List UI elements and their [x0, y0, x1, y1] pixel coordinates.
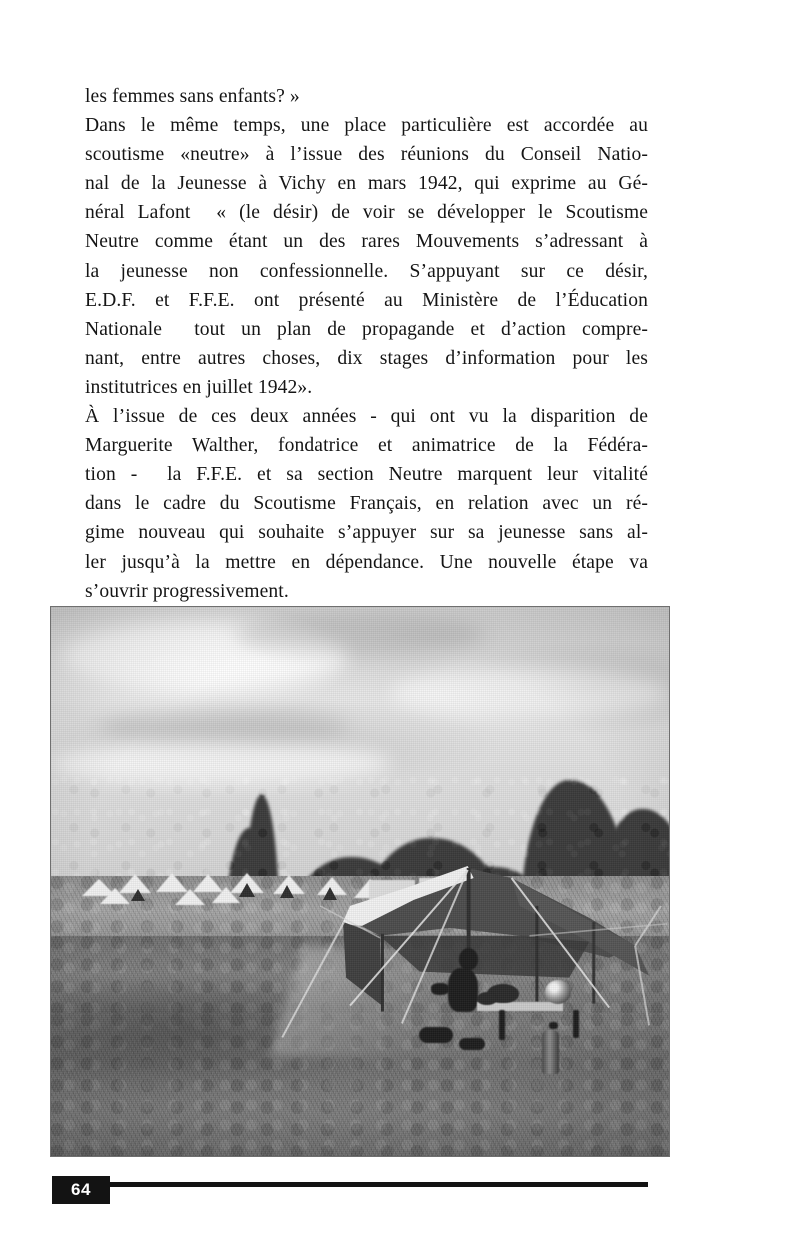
- text-line: Neutre comme étant un des rares Mouvements s’adressant à: [85, 231, 648, 253]
- awning-shelter: [51, 607, 669, 1156]
- equipment-bundle: [459, 1038, 485, 1050]
- paragraph: [85, 82, 648, 111]
- text-line: À l’issue de ces deux années - qui ont vu la disparition de: [85, 406, 648, 428]
- body-text: [85, 82, 648, 606]
- tent-pole: [535, 906, 538, 1002]
- equipment-bundle: [419, 1027, 453, 1043]
- text-line: tion - la F.F.E. et sa section Neutre marquent leur vitalité: [85, 464, 648, 486]
- page-number: 64: [71, 1180, 91, 1199]
- footer-rule: [110, 1182, 648, 1187]
- table-leg: [499, 1010, 505, 1040]
- guy-line: [282, 922, 344, 1038]
- text-line: Marguerite Walther, fondatrice et animatrice de la Fédéra-: [85, 435, 648, 457]
- text-line: s’ouvrir progressivement.: [85, 580, 289, 602]
- tent-pole: [381, 934, 384, 1012]
- text-line: la jeunesse non confessionnelle. S’appuyant sur ce désir,: [85, 260, 648, 282]
- text-line: E.D.F. et F.F.E. ont présenté au Ministère de l’Éducation: [85, 289, 648, 311]
- tent-pole: [592, 922, 595, 1004]
- page-number-badge: [52, 1176, 110, 1204]
- text-line: ler jusqu’à la mettre en dépendance. Une nouvelle étape va: [85, 551, 648, 573]
- photograph: [50, 606, 670, 1157]
- table-leg: [573, 1010, 579, 1038]
- gas-cylinder-cap: [549, 1022, 558, 1029]
- text-line: gime nouveau qui souhaite s’appuyer sur sa jeunesse sans al-: [85, 522, 648, 544]
- paragraph: [85, 111, 648, 402]
- person-head: [459, 948, 478, 970]
- person-arm: [431, 983, 449, 995]
- text-line: dans le cadre du Scoutisme Français, en relation avec un ré-: [85, 493, 648, 515]
- text-line: nant, entre autres choses, dix stages d’information pour les: [85, 347, 648, 369]
- page-footer: [52, 1176, 648, 1204]
- text-line: les femmes sans enfants? »: [85, 86, 300, 107]
- text-line: scoutisme «neutre» à l’issue des réunions du Conseil Natio-: [85, 144, 648, 166]
- awning-side-panel: [343, 922, 382, 1006]
- paragraph: [85, 402, 648, 606]
- text-line: nal de la Jeunesse à Vichy en mars 1942, qui exprime au Gé-: [85, 173, 648, 195]
- text-line: Dans le même temps, une place particulière est accordée au: [85, 115, 648, 137]
- guy-line: [635, 946, 649, 1026]
- person-body: [448, 968, 478, 1012]
- gas-cylinder: [542, 1030, 559, 1074]
- text-line: néral Lafont « (le désir) de voir se développer le Scoutisme: [85, 202, 648, 224]
- text-line: Nationale tout un plan de propagande et d’action compre-: [85, 318, 648, 340]
- text-line: institutrices en juillet 1942».: [85, 376, 313, 398]
- photograph-image: [51, 607, 669, 1156]
